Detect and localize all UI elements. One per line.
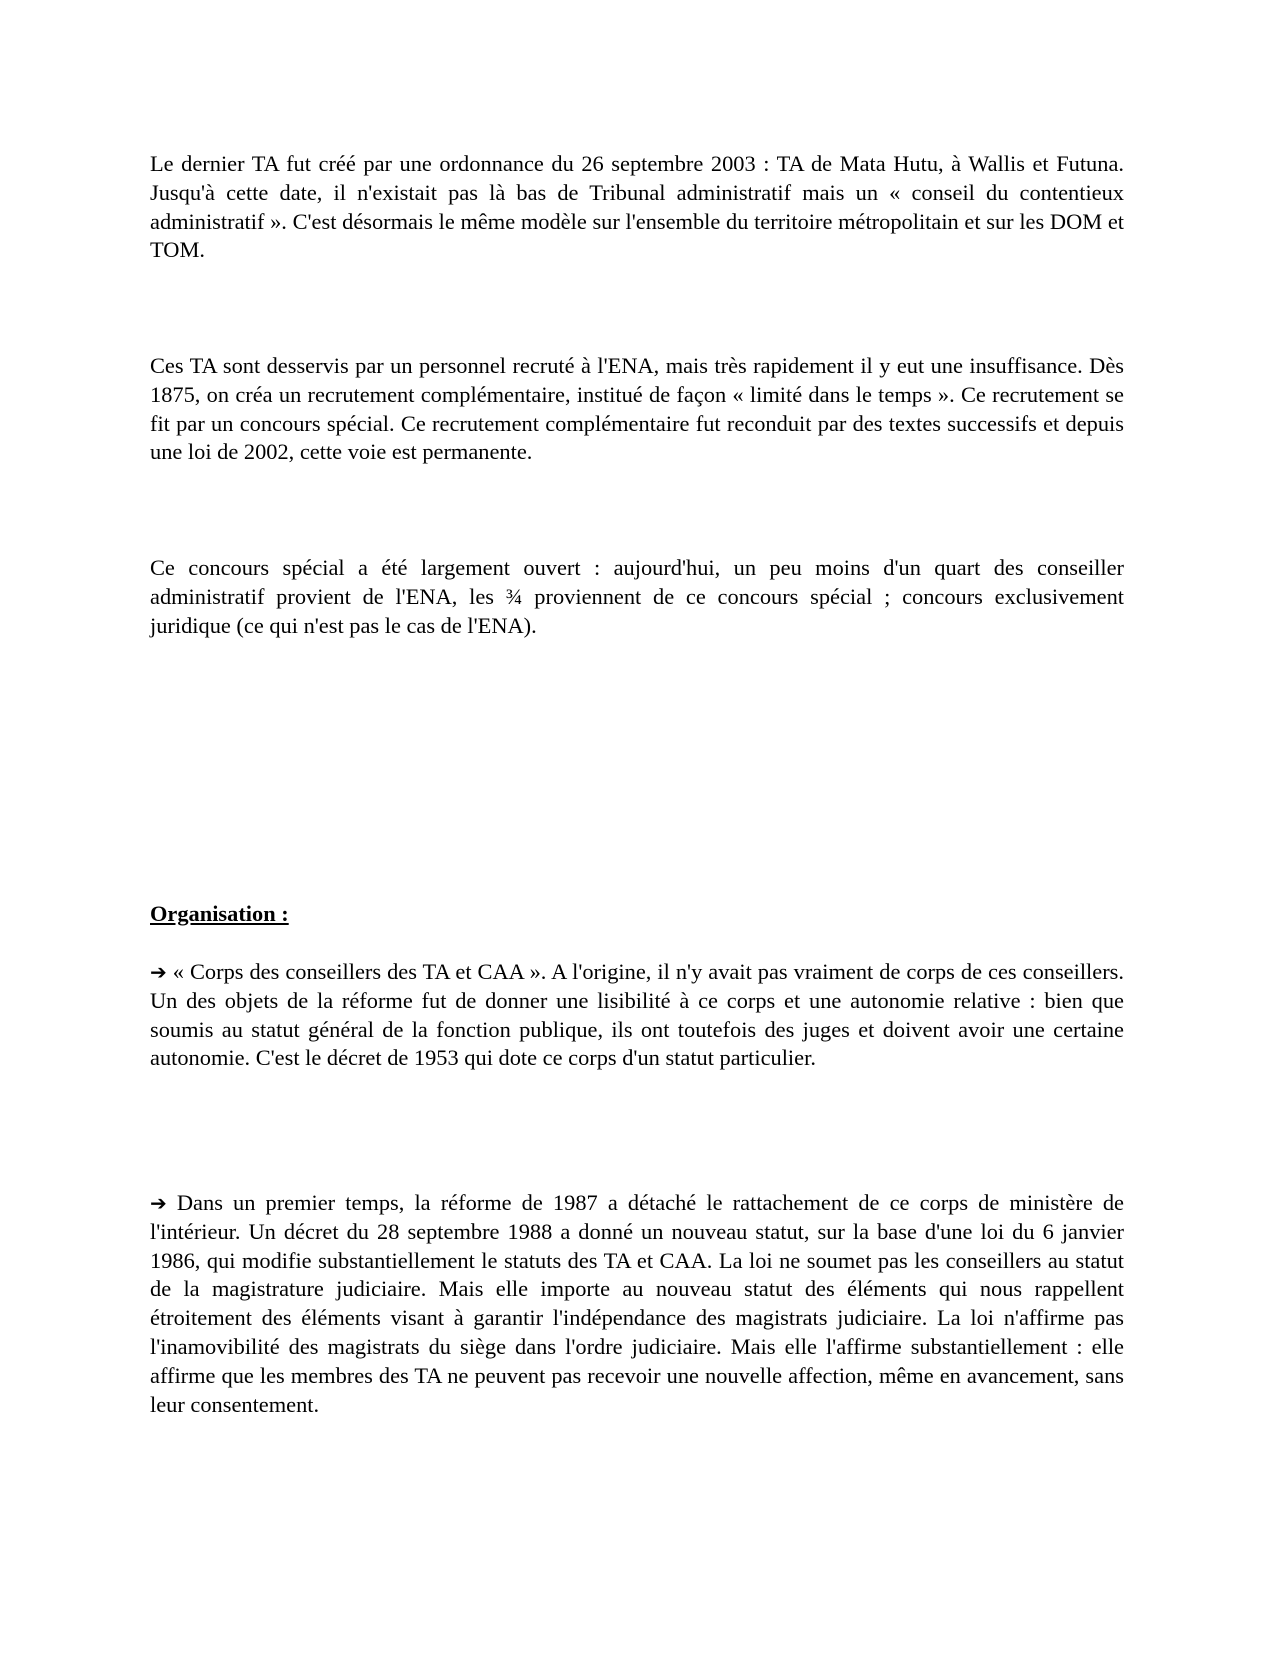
bullet-text: « Corps des conseillers des TA et CAA ». A l'origine, il n'y avait pas vraiment de corps de ces conseillers. Un des objets de la réforme fut de donner une lisibilité à ce corps et une autonomie relative : bien que soumis au statut général de la fonction publique, ils ont toutefois des juges et doivent avoir une certaine autonomie. C'est le décret de 1953 qui dote ce corps d'un statut particulier. bbox=[150, 959, 1124, 1071]
bullet-reforme-1987 bbox=[150, 1189, 1124, 1419]
bullet-text: Dans un premier temps, la réforme de 1987 a détaché le rattachement de ce corps de ministère de l'intérieur. Un décret du 28 septembre 1988 a donné un nouveau statut, sur la base d'une loi du 6 janvier 1986, qui modifie substantiellement le statuts des TA et CAA. La loi ne soumet pas les conseillers au statut de la magistrature judiciaire. Mais elle importe au nouveau statut des éléments qui nous rappellent étroitement des éléments visant à garantir l'indépendance des magistrats judiciaire. La loi n'affirme pas l'inamovibilité des magistrats du siège dans l'ordre judiciaire. Mais elle l'affirme substantiellement : elle affirme que les membres des TA ne peuvent pas recevoir une nouvelle affection, même en avancement, sans leur consentement. bbox=[150, 1190, 1124, 1417]
section-heading-organisation: Organisation : bbox=[150, 901, 289, 926]
paragraph-last-ta: Le dernier TA fut créé par une ordonnance du 26 septembre 2003 : TA de Mata Hutu, à Wallis et Futuna. Jusqu'à cette date, il n'existait pas là bas de Tribunal administratif mais un « conseil du contentieux administratif ». C'est désormais le même modèle sur l'ensemble du territoire métropolitain et sur les DOM et TOM. bbox=[150, 151, 1124, 263]
bullet-corps-conseillers bbox=[150, 958, 1124, 1073]
paragraph-recruitment: Ces TA sont desservis par un personnel recruté à l'ENA, mais très rapidement il y eut une insuffisance. Dès 1875, on créa un recrutement complémentaire, institué de façon « limité dans le temps ». Ce recrutement se fit par un concours spécial. Ce recrutement complémentaire fut reconduit par des textes successifs et depuis une loi de 2002, cette voie est permanente. bbox=[150, 353, 1124, 465]
paragraph-special-exam: Ce concours spécial a été largement ouvert : aujourd'hui, un peu moins d'un quart des conseiller administratif provient de l'ENA, les ¾ proviennent de ce concours spécial ; concours exclusivement juridique (ce qui n'est pas le cas de l'ENA). bbox=[150, 555, 1124, 638]
arrow-right-icon: ➔ bbox=[150, 1191, 167, 1215]
arrow-right-icon: ➔ bbox=[150, 960, 167, 984]
